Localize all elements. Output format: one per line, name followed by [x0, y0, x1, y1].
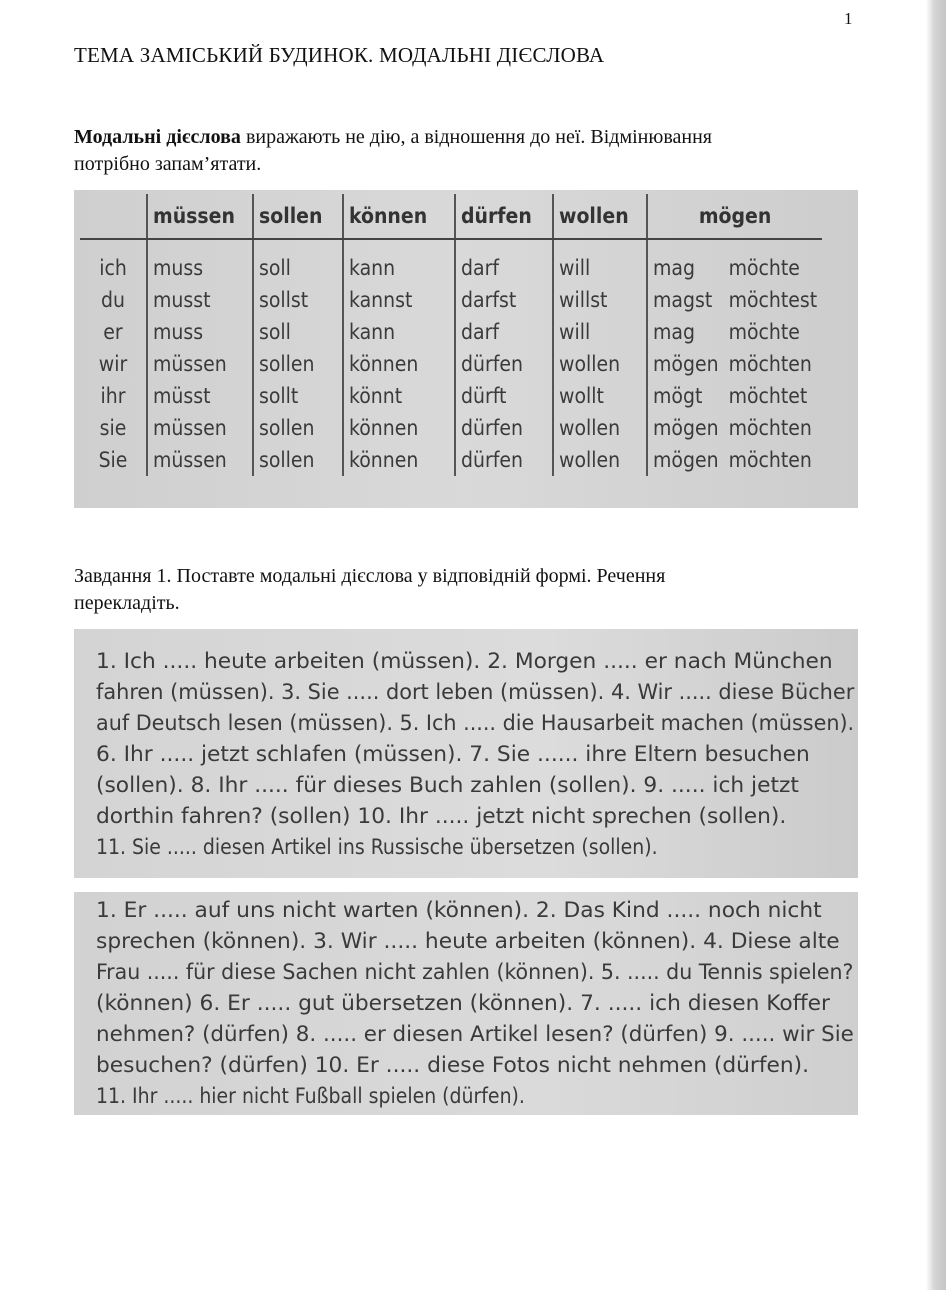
table-row — [80, 380, 822, 412]
verb-form-cell: darf — [455, 239, 553, 284]
verb-form-cell: können — [343, 444, 455, 476]
verb-form-cell: sollen — [253, 444, 343, 476]
document-title: ТЕМА ЗАМІСЬКИЙ БУДИНОК. МОДАЛЬНІ ДІЄСЛОВА — [74, 43, 605, 67]
verb-form-cell: möchten — [728, 352, 812, 376]
verb-form-cell: möchtet — [728, 384, 808, 408]
verb-form-cell: dürfen — [455, 348, 553, 380]
verb-form-cell: dürfen — [455, 444, 553, 476]
header-verb: mögen — [647, 194, 822, 239]
verb-form-cell: mögen — [647, 444, 724, 476]
verb-form-cell: darf — [455, 316, 553, 348]
verb-form-cell: will — [553, 316, 647, 348]
table-row — [80, 284, 822, 316]
exercise-line: fahren (müssen). 3. Sie ..... dort leben (müssen). 4. Wir ..... diese Bücher — [96, 680, 855, 704]
verb-form-cell: sollt — [253, 380, 343, 412]
verb-form-cell: möchten — [728, 448, 812, 472]
verb-form-cell: musst — [147, 284, 253, 316]
verb-form-cell: mögen — [647, 348, 724, 380]
verb-form-cell: möchte — [728, 256, 800, 280]
exercise-2-block — [74, 892, 858, 1115]
page-edge-shadow — [926, 0, 946, 1290]
conjugation-table-image — [74, 190, 858, 508]
exercise-line: (können) 6. Er ..... gut übersetzen (können). 7. ..... ich diesen Koffer — [96, 991, 830, 1015]
verb-form-cell: will — [553, 239, 647, 284]
verb-form-cell: darfst — [455, 284, 553, 316]
header-verb: können — [343, 194, 455, 239]
exercise-line: 11. Ihr ..... hier nicht Fußball spielen (dürfen). — [96, 1084, 525, 1108]
verb-form-cell: können — [343, 412, 455, 444]
task-heading-line2: перекладіть. — [74, 592, 180, 614]
exercise-line: dorthin fahren? (sollen) 10. Ihr ..... jetzt nicht sprechen (sollen). — [96, 804, 787, 828]
verb-form-cell: müssen — [147, 444, 253, 476]
verb-form-cell: kannst — [343, 284, 455, 316]
verb-form-cell: sollst — [253, 284, 343, 316]
intro-paragraph — [74, 124, 844, 178]
exercise-line: 1. Er ..... auf uns nicht warten (können). 2. Das Kind ..... noch nicht — [96, 898, 822, 922]
pronoun-cell: ihr — [100, 384, 126, 408]
verb-form-cell: mögen — [647, 412, 724, 444]
verb-form-cell: mag — [647, 239, 724, 284]
verb-form-cell: wollen — [553, 444, 647, 476]
pronoun-cell: Sie — [98, 448, 128, 472]
verb-form-cell: müssen — [147, 412, 253, 444]
exercise-line: Frau ..... für diese Sachen nicht zahlen (können). 5. ..... du Tennis spielen? — [96, 960, 854, 984]
intro-text-line2: потрібно запам’ятати. — [74, 153, 262, 175]
verb-form-cell: kann — [343, 316, 455, 348]
verb-form-cell: mögt — [647, 380, 724, 412]
table-header-row — [80, 194, 822, 239]
exercise-line: (sollen). 8. Ihr ..... für dieses Buch zahlen (sollen). 9. ..... ich jetzt — [96, 773, 799, 797]
intro-bold-term: Модальні дієслова — [74, 126, 241, 148]
verb-form-cell: könnt — [343, 380, 455, 412]
pronoun-cell: sie — [99, 416, 127, 440]
header-verb: dürfen — [455, 194, 553, 239]
verb-form-cell: muss — [147, 316, 253, 348]
pronoun-cell: ich — [99, 256, 127, 280]
table-row — [80, 316, 822, 348]
table-row — [80, 348, 822, 380]
pronoun-cell: er — [103, 320, 123, 344]
verb-form-cell: müsst — [147, 380, 253, 412]
verb-form-cell: magst — [647, 284, 724, 316]
exercise-line: 6. Ihr ..... jetzt schlafen (müssen). 7. Sie ...... ihre Eltern besuchen — [96, 742, 810, 766]
header-verb: sollen — [253, 194, 343, 239]
verb-form-cell: muss — [147, 239, 253, 284]
header-pronoun — [80, 194, 147, 239]
verb-form-cell: willst — [553, 284, 647, 316]
table-body — [80, 239, 822, 476]
verb-form-cell: können — [343, 348, 455, 380]
verb-form-cell: dürft — [455, 380, 553, 412]
header-verb: müssen — [147, 194, 253, 239]
conjugation-table — [80, 194, 822, 476]
verb-form-cell: wollen — [553, 348, 647, 380]
verb-form-cell: sollen — [253, 412, 343, 444]
header-verb: wollen — [553, 194, 647, 239]
pronoun-cell: du — [101, 288, 125, 312]
verb-form-cell: mag — [647, 316, 724, 348]
verb-form-cell: möchten — [728, 416, 812, 440]
exercise-line: sprechen (können). 3. Wir ..... heute arbeiten (können). 4. Diese alte — [96, 929, 840, 953]
verb-form-cell: kann — [343, 239, 455, 284]
table-row — [80, 444, 822, 476]
verb-form-cell: müssen — [147, 348, 253, 380]
table-row — [80, 239, 822, 284]
verb-form-cell: möchte — [728, 320, 800, 344]
verb-form-cell: dürfen — [455, 412, 553, 444]
verb-form-cell: soll — [253, 316, 343, 348]
verb-form-cell: sollen — [253, 348, 343, 380]
exercise-line: nehmen? (dürfen) 8. ..... er diesen Artikel lesen? (dürfen) 9. ..... wir Sie — [96, 1022, 854, 1046]
verb-form-cell: wollt — [553, 380, 647, 412]
task-heading-line1: Завдання 1. Поставте модальні дієслова у відповідній формі. Речення — [74, 565, 666, 587]
verb-form-cell: wollen — [553, 412, 647, 444]
exercise-1-block — [74, 629, 858, 878]
pronoun-cell: wir — [98, 352, 128, 376]
task-heading — [74, 563, 844, 617]
exercise-line: 1. Ich ..... heute arbeiten (müssen). 2. Morgen ..... er nach München — [96, 649, 833, 673]
page-number: 1 — [844, 9, 853, 28]
table-row — [80, 412, 822, 444]
exercise-line: besuchen? (dürfen) 10. Er ..... diese Fotos nicht nehmen (dürfen). — [96, 1053, 810, 1077]
exercise-line: 11. Sie ..... diesen Artikel ins Russische übersetzen (sollen). — [96, 835, 658, 859]
exercise-line: auf Deutsch lesen (müssen). 5. Ich ..... die Hausarbeit machen (müssen). — [96, 711, 855, 735]
intro-text: виражають не дію, а відношення до неї. Відмінювання — [240, 126, 712, 148]
verb-form-cell: möchtest — [728, 288, 818, 312]
verb-form-cell: soll — [253, 239, 343, 284]
